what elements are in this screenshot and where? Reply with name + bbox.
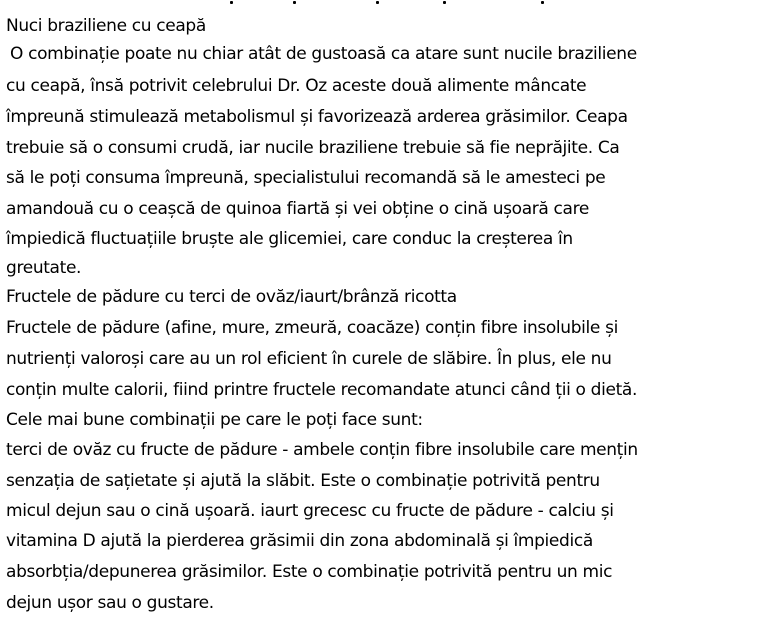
text-line: conțin multe calorii, fiind printre fructele recomandate atunci când ții o dietă. — [6, 380, 638, 400]
edge-mark — [443, 1, 446, 4]
edge-mark — [293, 1, 296, 4]
edge-mark — [541, 1, 544, 4]
text-line: dejun ușor sau o gustare. — [6, 593, 214, 613]
text-line: O combinație poate nu chiar atât de gustoasă ca atare sunt nucile braziliene — [10, 44, 637, 64]
text-line: împiedică fluctuațiile bruște ale glicemiei, care conduc la creșterea în — [6, 229, 573, 249]
text-line: Cele mai bune combinații pe care le poți face sunt: — [6, 410, 423, 430]
edge-mark — [230, 1, 233, 4]
text-line: trebuie să o consumi crudă, iar nucile braziliene trebuie să fie neprăjite. Ca — [6, 138, 620, 158]
text-line: Fructele de pădure (afine, mure, zmeură, coacăze) conțin fibre insolubile și — [6, 318, 618, 338]
text-line: micul dejun sau o cină ușoară. iaurt grecesc cu fructe de pădure - calciu și — [6, 501, 614, 521]
text-line: absorbția/depunerea grăsimilor. Este o combinație potrivită pentru un mic — [6, 562, 613, 582]
text-line: greutate. — [6, 258, 82, 278]
text-line: terci de ovăz cu fructe de pădure - ambele conțin fibre insolubile care mențin — [6, 440, 638, 460]
heading-forest-fruits: Fructele de pădure cu terci de ovăz/iaurt/brânză ricotta — [6, 287, 457, 307]
text-line: vitamina D ajută la pierderea grăsimii din zona abdominală și împiedică — [6, 531, 593, 551]
text-line: cu ceapă, însă potrivit celebrului Dr. Oz aceste două alimente mâncate — [6, 76, 587, 96]
text-line: împreună stimulează metabolismul și favorizează arderea grăsimilor. Ceapa — [6, 107, 628, 127]
text-line: să le poți consuma împreună, specialistului recomandă să le amesteci pe — [6, 168, 606, 188]
edge-mark — [376, 1, 379, 4]
text-line: nutrienți valoroși care au un rol eficient în curele de slăbire. În plus, ele nu — [6, 349, 612, 369]
heading-brazil-nuts: Nuci braziliene cu ceapă — [6, 16, 206, 36]
text-line: amandouă cu o ceașcă de quinoa fiartă și vei obține o cină ușoară care — [6, 199, 589, 219]
text-line: senzația de sațietate și ajută la slăbit. Este o combinație potrivită pentru — [6, 471, 600, 491]
top-edge-marks — [0, 0, 762, 8]
